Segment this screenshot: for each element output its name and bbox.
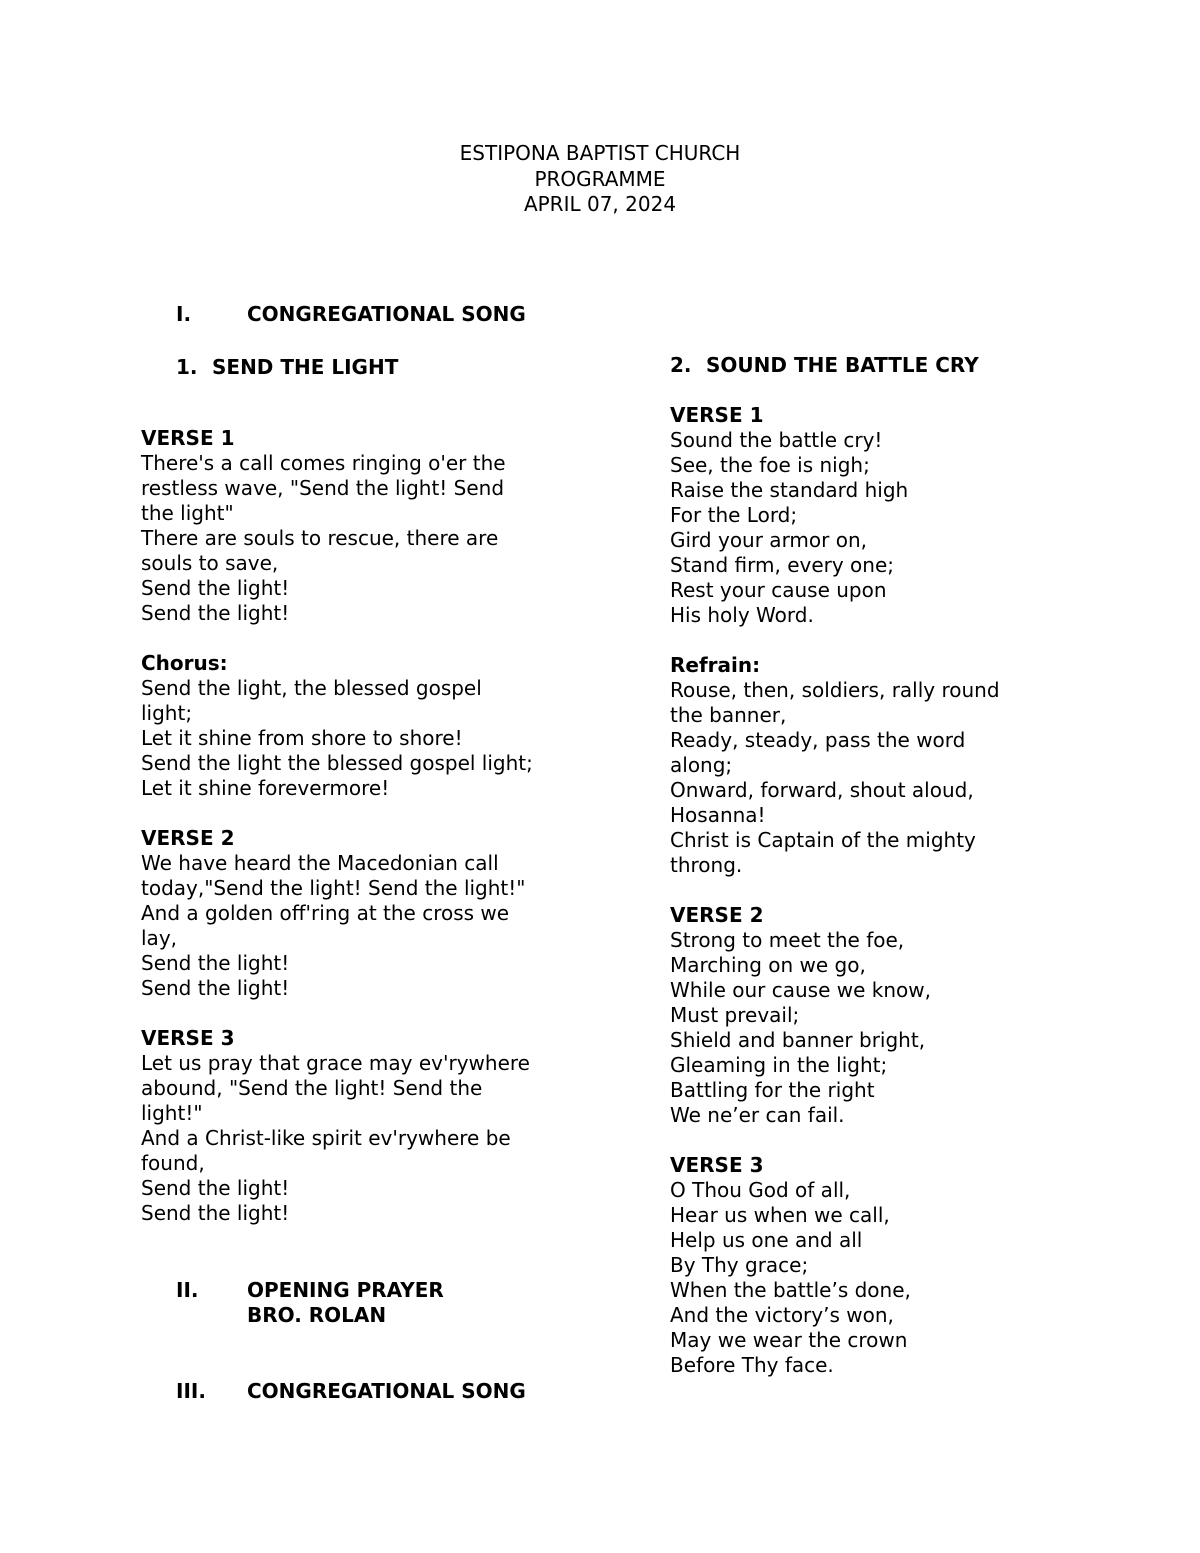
lyric-block xyxy=(670,403,1040,628)
church-name: ESTIPONA BAPTIST CHURCH xyxy=(459,141,741,165)
section-title: CONGREGATIONAL SONG xyxy=(247,1379,526,1403)
lyric-line: throng. xyxy=(670,853,743,877)
lyric-line: See, the foe is nigh; xyxy=(670,453,870,477)
lyric-line: Help us one and all xyxy=(670,1228,863,1252)
section-title: OPENING PRAYER xyxy=(247,1278,444,1302)
block-label: VERSE 1 xyxy=(670,403,764,427)
lyric-line: For the Lord; xyxy=(670,503,798,527)
lyric-line: souls to save, xyxy=(141,551,279,575)
block-label: VERSE 1 xyxy=(141,426,235,450)
lyric-line: found, xyxy=(141,1151,205,1175)
song-title-sound-the-battle-cry xyxy=(670,353,979,378)
lyric-line: Hosanna! xyxy=(670,803,766,827)
block-label: VERSE 2 xyxy=(670,903,764,927)
section-congregational-song-1 xyxy=(176,302,526,327)
lyric-line: May we wear the crown xyxy=(670,1328,908,1352)
song-1-lyrics xyxy=(141,426,581,1251)
lyric-line: Strong to meet the foe, xyxy=(670,928,905,952)
song-title-text: SOUND THE BATTLE CRY xyxy=(706,353,979,377)
lyric-line: There's a call comes ringing o'er the xyxy=(141,451,506,475)
lyric-line: Let it shine forevermore! xyxy=(141,776,390,800)
lyric-line: Send the light the blessed gospel light; xyxy=(141,751,533,775)
lyric-line: Marching on we go, xyxy=(670,953,866,977)
lyric-block xyxy=(670,903,1040,1128)
lyric-line: the light" xyxy=(141,501,234,525)
lyric-line: Rest your cause upon xyxy=(670,578,887,602)
lyric-block xyxy=(141,426,581,626)
block-label: VERSE 2 xyxy=(141,826,235,850)
lyric-block xyxy=(670,1153,1040,1378)
lyric-line: restless wave, "Send the light! Send xyxy=(141,476,505,500)
lyric-line: Send the light! xyxy=(141,1201,290,1225)
lyric-line: Rouse, then, soldiers, rally round xyxy=(670,678,1000,702)
lyric-line: Send the light! xyxy=(141,1176,290,1200)
document-header xyxy=(0,141,1200,218)
lyric-line: Send the light! xyxy=(141,576,290,600)
lyric-line: today,"Send the light! Send the light!" xyxy=(141,876,526,900)
lyric-line: abound, "Send the light! Send the xyxy=(141,1076,483,1100)
lyric-block xyxy=(141,651,581,801)
block-label: VERSE 3 xyxy=(670,1153,764,1177)
lyric-line: Raise the standard high xyxy=(670,478,909,502)
song-title-send-the-light xyxy=(176,355,398,380)
lyric-line: His holy Word. xyxy=(670,603,814,627)
lyric-line: Let it shine from shore to shore! xyxy=(141,726,463,750)
lyric-line: O Thou God of all, xyxy=(670,1178,851,1202)
lyric-line: We ne’er can fail. xyxy=(670,1103,845,1127)
lyric-block xyxy=(141,826,581,1001)
lyric-line: Hear us when we call, xyxy=(670,1203,890,1227)
lyric-line: light; xyxy=(141,701,193,725)
lyric-line: When the battle’s done, xyxy=(670,1278,911,1302)
song-title-text: SEND THE LIGHT xyxy=(212,355,399,379)
lyric-line: Gird your armor on, xyxy=(670,528,868,552)
lyric-line: along; xyxy=(670,753,733,777)
lyric-line: Battling for the right xyxy=(670,1078,875,1102)
lyric-line: Must prevail; xyxy=(670,1003,800,1027)
lyric-line: And a Christ-like spirit ev'rywhere be xyxy=(141,1126,511,1150)
lyric-line: Before Thy face. xyxy=(670,1353,834,1377)
lyric-line: Gleaming in the light; xyxy=(670,1053,888,1077)
lyric-line: Send the light! xyxy=(141,601,290,625)
section-numeral: I. xyxy=(176,302,192,326)
document-date: APRIL 07, 2024 xyxy=(523,192,677,216)
block-label: VERSE 3 xyxy=(141,1026,235,1050)
song-number: 2. xyxy=(670,353,692,377)
lyric-line: lay, xyxy=(141,926,178,950)
song-number: 1. xyxy=(176,355,198,379)
lyric-line: Stand firm, every one; xyxy=(670,553,895,577)
section-opening-prayer xyxy=(176,1278,444,1328)
section-numeral: II. xyxy=(176,1278,199,1302)
lyric-line: Shield and banner bright, xyxy=(670,1028,926,1052)
lyric-line: There are souls to rescue, there are xyxy=(141,526,499,550)
lyric-block xyxy=(141,1026,581,1226)
lyric-line: By Thy grace; xyxy=(670,1253,809,1277)
lyric-line: light!" xyxy=(141,1101,203,1125)
prayer-leader: BRO. ROLAN xyxy=(247,1303,387,1327)
lyric-line: And the victory’s won, xyxy=(670,1303,894,1327)
lyric-line: Onward, forward, shout aloud, xyxy=(670,778,974,802)
lyric-line: Send the light, the blessed gospel xyxy=(141,676,482,700)
block-label: Chorus: xyxy=(141,651,228,675)
document-type: PROGRAMME xyxy=(534,166,666,191)
lyric-line: While our cause we know, xyxy=(670,978,931,1002)
section-numeral: III. xyxy=(176,1379,206,1403)
lyric-block xyxy=(670,653,1040,878)
lyric-line: Ready, steady, pass the word xyxy=(670,728,966,752)
lyric-line: Send the light! xyxy=(141,951,290,975)
lyric-line: the banner, xyxy=(670,703,787,727)
lyric-line: We have heard the Macedonian call xyxy=(141,851,499,875)
lyric-line: Let us pray that grace may ev'rywhere xyxy=(141,1051,530,1075)
block-label: Refrain: xyxy=(670,653,761,677)
lyric-line: And a golden off'ring at the cross we xyxy=(141,901,510,925)
section-congregational-song-2 xyxy=(176,1379,526,1404)
lyric-line: Christ is Captain of the mighty xyxy=(670,828,976,852)
lyric-line: Send the light! xyxy=(141,976,290,1000)
lyric-line: Sound the battle cry! xyxy=(670,428,883,452)
section-title: CONGREGATIONAL SONG xyxy=(247,302,526,326)
song-2-lyrics xyxy=(670,403,1040,1403)
